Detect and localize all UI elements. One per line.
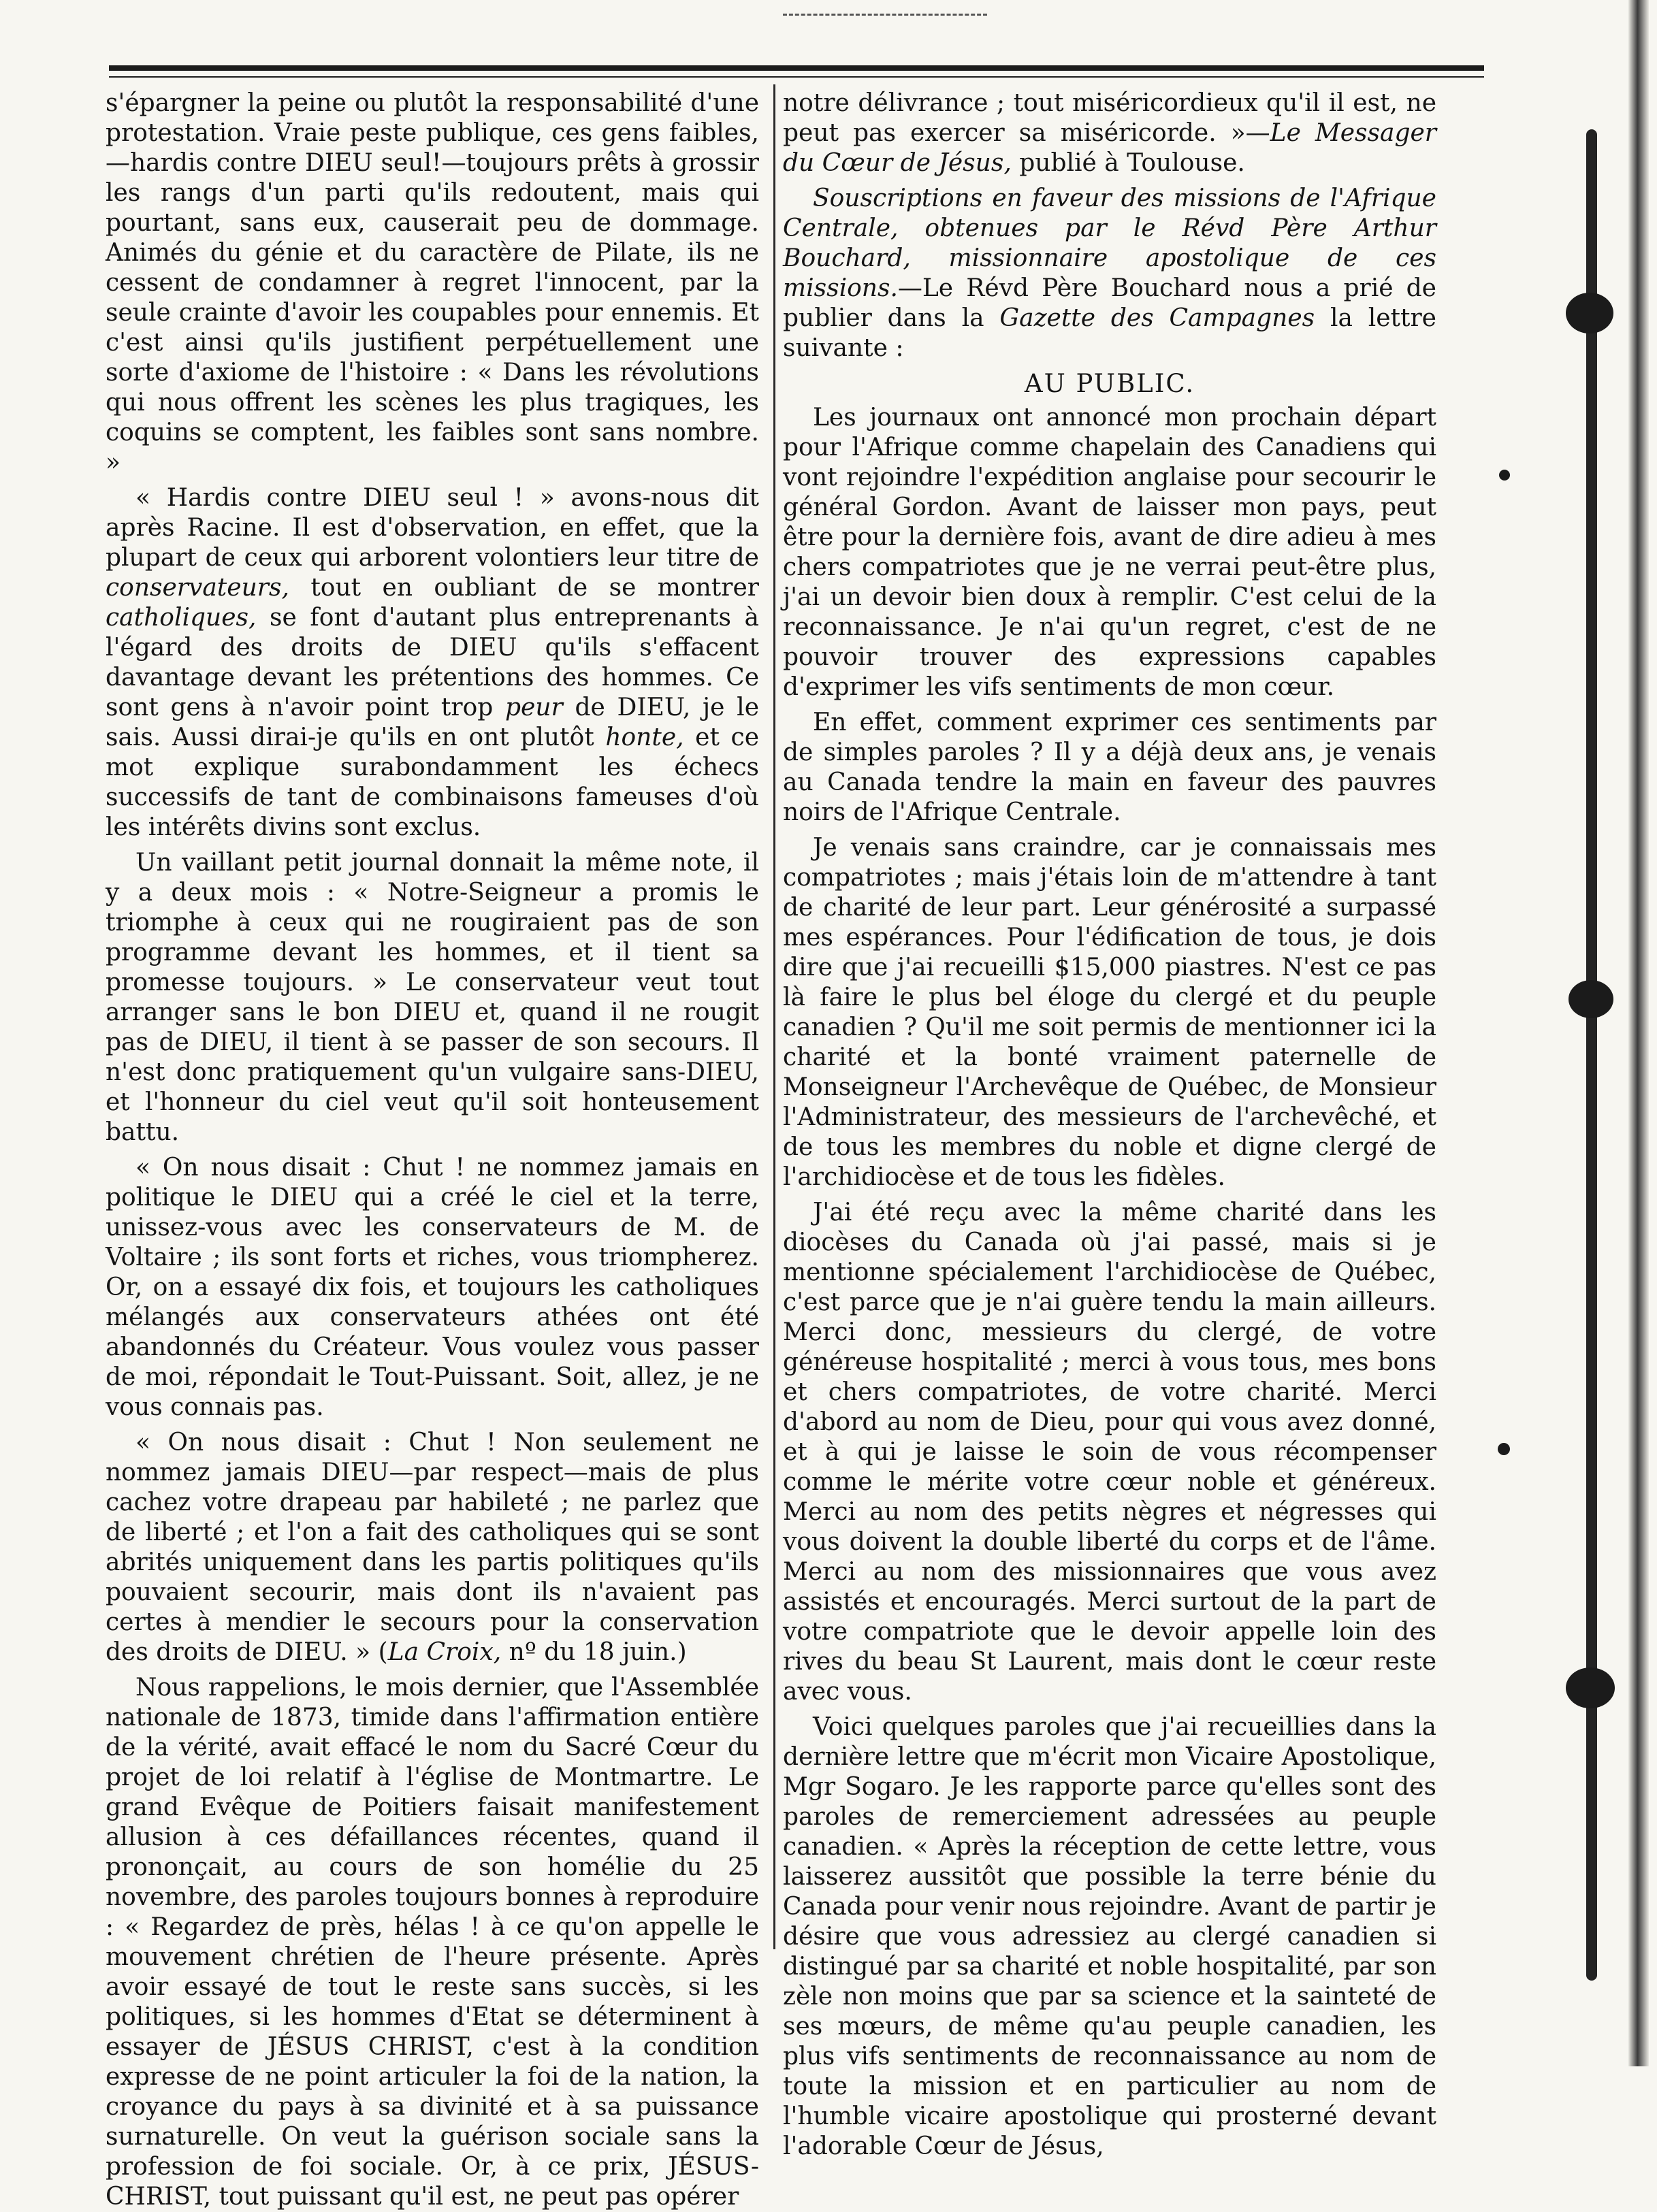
text-run: publié à Toulouse.	[1011, 149, 1245, 177]
publication-name: Gazette des Campagnes	[999, 304, 1315, 332]
subscription-title: Souscriptions en faveur des missions de l'Afrique Centrale, obtenues par le Révd Père Arthur Bouchard, missionnaire apostolique de ces missions.	[783, 184, 1436, 302]
text-run: la lettre suivante :	[783, 304, 1436, 362]
left-paragraph-5	[106, 1428, 759, 1668]
text-run: notre délivrance ; tout miséricordieux qu'il il est, ne peut pas exercer sa miséricorde. »—	[783, 89, 1436, 147]
right-paragraph-3: Les journaux ont annoncé mon prochain départ pour l'Afrique comme chapelain des Canadiens qui vont rejoindre l'expédition anglaise pour secourir le général Gordon. Avant de laisser mon pays, peut être pour la dernière fois, avant de dire adieu à mes chers compatriotes que je ne verrai peut-être plus, j'ai un devoir bien doux à remplir. C'est celui de la reconnaissance. Je n'ai qu'un regret, c'est de ne pouvoir trouver des expressions capables d'exprimer les vifs sentiments de mon cœur.	[783, 404, 1436, 701]
right-paragraph-7: Voici quelques paroles que j'ai recueillies dans la dernière lettre que m'écrit mon Vicaire Apostolique, Mgr Sogaro. Je les rapporte parce qu'elles sont des paroles de remerciement adressées au peuple canadien. « Après la réception de cette lettre, vous laisserez aussitôt que possible la terre bénie du Canada pour venir nous rejoindre. Avant de partir je désire que vous adressiez au clergé canadien si distingué par sa charité et noble hospitalité, par son zèle non moins que par sa science et la sainteté de ses mœurs, de même qu'au peuple canadien, les plus vifs sentiments de reconnaissance au nom de toute la mission et en particulier au nom de l'humble vicaire apostolique qui prosterné devant l'adorable Cœur de Jésus,	[783, 1713, 1436, 2160]
text-run: nº du 18 juin.)	[501, 1638, 687, 1666]
italic-run: honte,	[605, 723, 684, 751]
left-paragraph-1: s'épargner la peine ou plutôt la responsabilité d'une protestation. Vraie peste publique, ces gens faibles, —hardis contre DIEU seul!—toujours prêts à grossir les rangs d'un parti qu'ils redoutent, mais qui pourtant, sans eux, causerait peu de dommage. Animés du génie et du caractère de Pilate, ils ne cessent de condamner à regret l'innocent, par la seule crainte d'avoir les coupables pour ennemis. Et c'est ainsi qu'ils justifient perpétuellement une sorte d'axiome de l'histoire : « Dans les révolutions qui nous offrent les scènes les plus tragiques, les coquins se comptent, les faibles sont sans nombre. »	[106, 89, 759, 476]
right-column	[783, 88, 1437, 2160]
italic-run: conservateurs,	[106, 574, 289, 602]
binding-edge	[1628, 0, 1649, 2066]
text-run: « Hardis contre DIEU seul ! » avons-nous dit après Racine. Il est d'observation, en effet, que la plupart de ceux qui arborent volontiers leur titre de	[106, 484, 759, 572]
text-run: se font d'autant plus entreprenants à l'égard des droits de DIEU qu'ils s'effacent davantage devant les prétentions des hommes. Ce sont gens à n'avoir point trop	[106, 604, 759, 721]
source-citation: Le Messager du Cœur de Jésus,	[783, 119, 1437, 177]
text-run: —Le Révd Père Bouchard nous a prié de publier dans la	[783, 274, 1436, 332]
section-heading: AU PUBLIC.	[1024, 369, 1195, 398]
left-paragraph-2	[106, 483, 759, 843]
binding-stitch-mark	[1566, 293, 1613, 334]
left-column	[106, 88, 759, 2211]
left-paragraph-6: Nous rappelions, le mois dernier, que l'Assemblée nationale de 1873, timide dans l'affirmation entière de la vérité, avait effacé le nom du Sacré Cœur du projet de loi relatif à l'église de Montmartre. Le grand Evêque de Poitiers faisait manifestement allusion à ces défaillances récentes, quand il prononçait, au cours de son homélie du 25 novembre, des paroles toujours bonnes à reproduire : « Regardez de près, hélas ! à ce qu'on appelle le mouvement chrétien de l'heure présente. Après avoir essayé de tout le reste sans succès, si les politiques, si les hommes d'Etat se déterminent à essayer de JÉSUS CHRIST, c'est à la condition expresse de ne point articuler la foi de la nation, la croyance du pays à sa divinité et à sa puissance surnaturelle. On veut la guérison sociale sans la profession de foi sociale. Or, à ce prix, JÉSUS-CHRIST, tout puissant qu'il est, ne peut pas opérer	[106, 1674, 759, 2211]
text-run: « On nous disait : Chut ! Non seulement ne nommez jamais DIEU—par respect—mais de plus cachez votre drapeau par habileté ; ne parlez que de liberté ; et l'on a fait des catholiques qui se sont abrités uniquement dans les partis politiques qu'ils pouvaient secourir, mais dont ils n'avaient pas certes à mendier le secours pour la conservation des droits de DIEU. » (	[106, 1429, 759, 1666]
source-citation: La Croix,	[387, 1638, 502, 1666]
column-divider	[773, 84, 775, 1949]
right-paragraph-2	[783, 184, 1436, 363]
ink-speck	[1499, 470, 1510, 481]
header-rule-thick	[109, 65, 1484, 71]
text-run: et ce mot explique surabondamment les échecs successifs de tant de combinaisons fameuses d'où les intérêts divins sont exclus.	[106, 723, 759, 841]
right-paragraph-5: Je venais sans craindre, car je connaissais mes compatriotes ; mais j'étais loin de m'attendre à tant de charité de leur part. Leur générosité a surpassé mes espérances. Pour l'édification de tous, je dois dire que j'ai recueilli $15,000 piastres. N'est ce pas là faire le plus bel éloge du clergé et du peuple canadien ? Qu'il me soit permis de mentionner ici la charité et la bonté vraiment paternelle de Monseigneur l'Archevêque de Québec, de Monsieur l'Administrateur, des messieurs de l'archevêché, et de tous les membres du noble et digne clergé de l'archidiocèse et de tous les fidèles.	[783, 834, 1436, 1191]
right-paragraph-4: En effet, comment exprimer ces sentiments par de simples paroles ? Il y a déjà deux ans, je venais au Canada tendre la main en faveur des pauvres noirs de l'Afrique Centrale.	[783, 709, 1436, 826]
right-paragraph-6: J'ai été reçu avec la même charité dans les diocèses du Canada où j'ai passé, mais si je mentionne spécialement l'archidiocèse de Québec, c'est parce que je n'ai guère tendu la main ailleurs. Merci donc, messieurs du clergé, de votre généreuse hospitalité ; merci à vous tous, mes bons et chers compatriotes, de votre charité. Merci d'abord au nom de Dieu, pour qui vous avez donné, et à qui je laisse le soin de vous récompenser comme le mérite votre cœur noble et généreux. Merci au nom des petits nègres et négresses qui vous doivent la double liberté du corps et de l'âme. Merci au nom des missionnaires que vous avez assistés et encouragés. Merci surtout de la part de votre compatriote que le devoir appelle loin des rives du beau St Laurent, mais dont le cœur reste avec vous.	[783, 1199, 1436, 1706]
left-paragraph-3: Un vaillant petit journal donnait la même note, il y a deux mois : « Notre-Seigneur a promis le triomphe à ceux qui ne rougiraient pas de son programme devant les hommes, et il tient sa promesse toujours. » Le conservateur veut tout arranger sans le bon DIEU et, quand il ne rougit pas de DIEU, il tient à se passer de son secours. Il n'est donc pratiquement qu'un vulgaire sans-DIEU, et l'honneur du ciel veut qu'il soit honteusement battu.	[106, 849, 759, 1146]
top-scuff-mark	[783, 14, 987, 25]
ink-speck	[1498, 1443, 1510, 1455]
text-run: de DIEU, je le sais. Aussi dirai-je qu'ils en ont plutôt	[106, 694, 759, 751]
header-rule-thin	[109, 76, 1484, 78]
binding-stitch-mark	[1568, 980, 1613, 1018]
text-run: tout en oubliant de se montrer	[289, 574, 759, 602]
left-paragraph-4: « On nous disait : Chut ! ne nommez jamais en politique le DIEU qui a créé le ciel et la terre, unissez-vous avec les conservateurs de M. de Voltaire ; ils sont forts et riches, vous triompherez. Or, on a essayé dix fois, et toujours les catholiques mélangés aux conservateurs athées ont été abandonnés du Créateur. Vous voulez vous passer de moi, répondait le Tout-Puissant. Soit, allez, je ne vous connais pas.	[106, 1154, 759, 1421]
italic-run: peur	[505, 694, 563, 721]
binding-stitch-mark	[1566, 1668, 1615, 1708]
italic-run: catholiques,	[106, 604, 257, 632]
right-paragraph-1	[783, 88, 1436, 178]
